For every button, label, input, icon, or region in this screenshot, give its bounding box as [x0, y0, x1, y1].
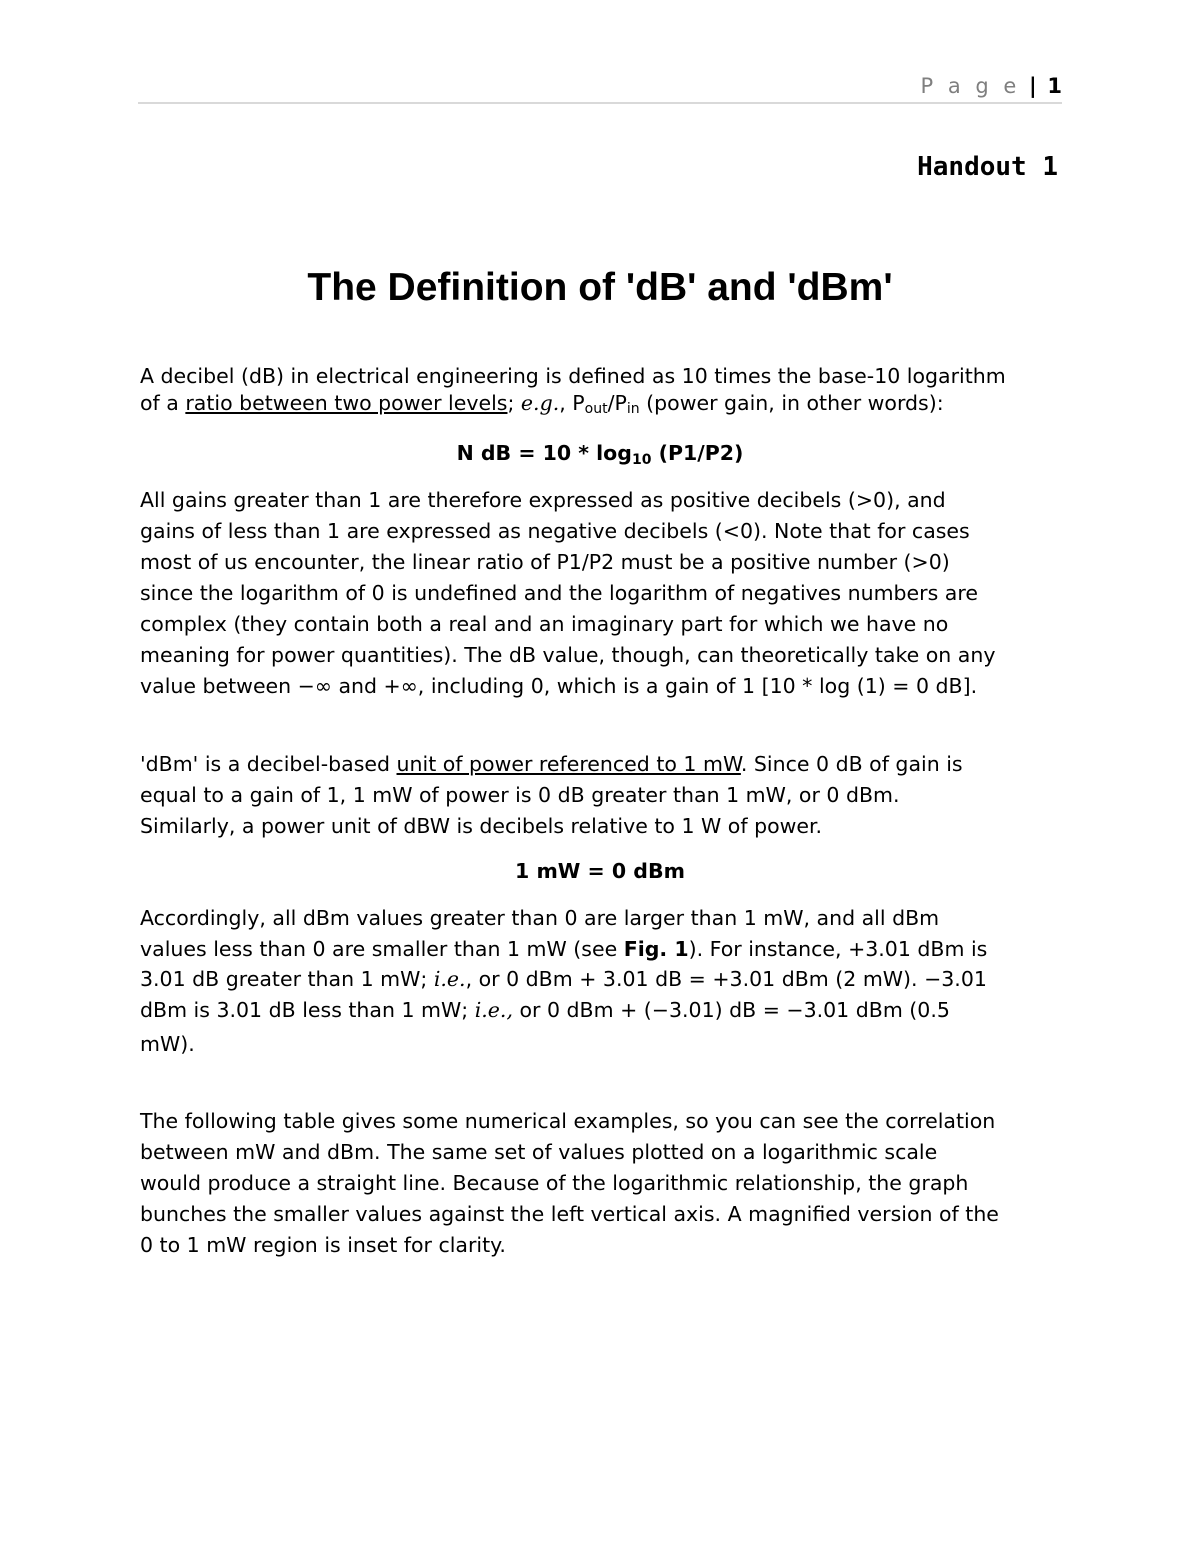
gains-line: value between −∞ and +∞, including 0, which is a gain of 1 [10 * log (1) = 0 dB]. — [140, 674, 978, 698]
page-title: The Definition of 'dB' and 'dBm' — [307, 266, 893, 309]
gains-line: All gains greater than 1 are therefore expressed as positive decibels (>0), and — [140, 488, 946, 512]
ie-italic: i.e. — [433, 967, 466, 991]
gains-line: complex (they contain both a real and an imaginary part for which we have no — [140, 612, 949, 636]
gains-line: most of us encounter, the linear ratio of P1/P2 must be a positive number (>0) — [140, 550, 950, 574]
gains-paragraph — [140, 485, 1062, 702]
table-intro-line: would produce a straight line. Because of the logarithmic relationship, the graph — [140, 1171, 969, 1195]
accordingly-line-3 — [140, 964, 1062, 995]
db-formula — [0, 439, 1200, 474]
accordingly-text: or 0 dBm + (−3.01) dB = −3.01 dBm (0.5 — [512, 997, 950, 1022]
intro-text: P — [572, 391, 585, 415]
page-separator: | — [1029, 74, 1037, 98]
unit-underlined-text: unit of power referenced to 1 mW — [396, 752, 741, 776]
dbm-line-2: equal to a gain of 1, 1 mW of power is 0 dB greater than 1 mW, or 0 dBm. — [140, 783, 900, 807]
mw-formula: 1 mW = 0 dBm — [515, 859, 685, 883]
accordingly-line-2 — [140, 934, 1062, 965]
handout-label: Handout 1 — [917, 152, 1058, 182]
intro-text: (power gain, in other words): — [639, 391, 944, 415]
intro-text: ; — [507, 391, 521, 415]
page-word: P a g e — [920, 74, 1021, 98]
accordingly-text: 3.01 dB greater than 1 mW; — [140, 967, 434, 991]
intro-text: of a — [140, 391, 186, 415]
table-intro-paragraph — [140, 1106, 1062, 1261]
accordingly-paragraph — [140, 903, 1062, 1060]
formula-text: (P1/P2) — [651, 441, 744, 465]
accordingly-line-1: Accordingly, all dBm values greater than 0 are larger than 1 mW, and all dBm — [140, 906, 940, 930]
out-subscript: out — [584, 401, 608, 417]
table-intro-line: 0 to 1 mW region is inset for clarity. — [140, 1233, 506, 1257]
page-number — [921, 72, 1062, 100]
accordingly-text: , or 0 dBm + 3.01 dB = +3.01 dBm (2 mW). −3.01 — [465, 967, 987, 991]
gains-line: meaning for power quantities). The dB value, though, can theoretically take on any — [140, 643, 996, 667]
figure-reference: Fig. 1 — [623, 936, 689, 961]
ratio-underlined-text: ratio between two power levels — [185, 391, 508, 415]
gains-line: gains of less than 1 are expressed as negative decibels (<0). Note that for cases — [140, 519, 970, 543]
ie-italic: i.e., — [474, 997, 513, 1022]
accordingly-line-4 — [140, 995, 1062, 1026]
table-intro-line: bunches the smaller values against the left vertical axis. A magnified version of the — [140, 1202, 999, 1226]
intro-line-1: A decibel (dB) in electrical engineering is defined as 10 times the base-10 logarithm — [140, 364, 1006, 388]
table-intro-line: The following table gives some numerical examples, so you can see the correlation — [140, 1109, 996, 1133]
intro-line-2 — [140, 390, 1062, 423]
page-number-value: 1 — [1047, 74, 1062, 98]
dbm-line-3: Similarly, a power unit of dBW is decibels relative to 1 W of power. — [140, 814, 823, 838]
intro-paragraph — [140, 363, 1062, 423]
accordingly-text: values less than 0 are smaller than 1 mW (see — [140, 936, 624, 961]
accordingly-line-5: mW). — [140, 1032, 195, 1056]
intro-text: /P — [607, 391, 627, 415]
dbm-line-1 — [140, 749, 1062, 780]
dbm-paragraph — [140, 749, 1062, 842]
page-header — [138, 72, 1062, 104]
dbm-text: 'dBm' is a decibel-based — [140, 752, 397, 776]
log-base-subscript: 10 — [631, 452, 652, 468]
formula-text: N dB = 10 * log — [456, 441, 632, 465]
table-intro-line: between mW and dBm. The same set of values plotted on a logarithmic scale — [140, 1140, 938, 1164]
in-subscript: in — [626, 401, 640, 417]
accordingly-text: ). For instance, +3.01 dBm is — [688, 936, 988, 961]
gains-line: since the logarithm of 0 is undefined and the logarithm of negatives numbers are — [140, 581, 978, 605]
intro-text: , — [559, 391, 573, 415]
dbm-text: . Since 0 dB of gain is — [740, 752, 963, 776]
eg-italic: e.g. — [520, 391, 560, 415]
accordingly-text: dBm is 3.01 dB less than 1 mW; — [140, 997, 475, 1022]
